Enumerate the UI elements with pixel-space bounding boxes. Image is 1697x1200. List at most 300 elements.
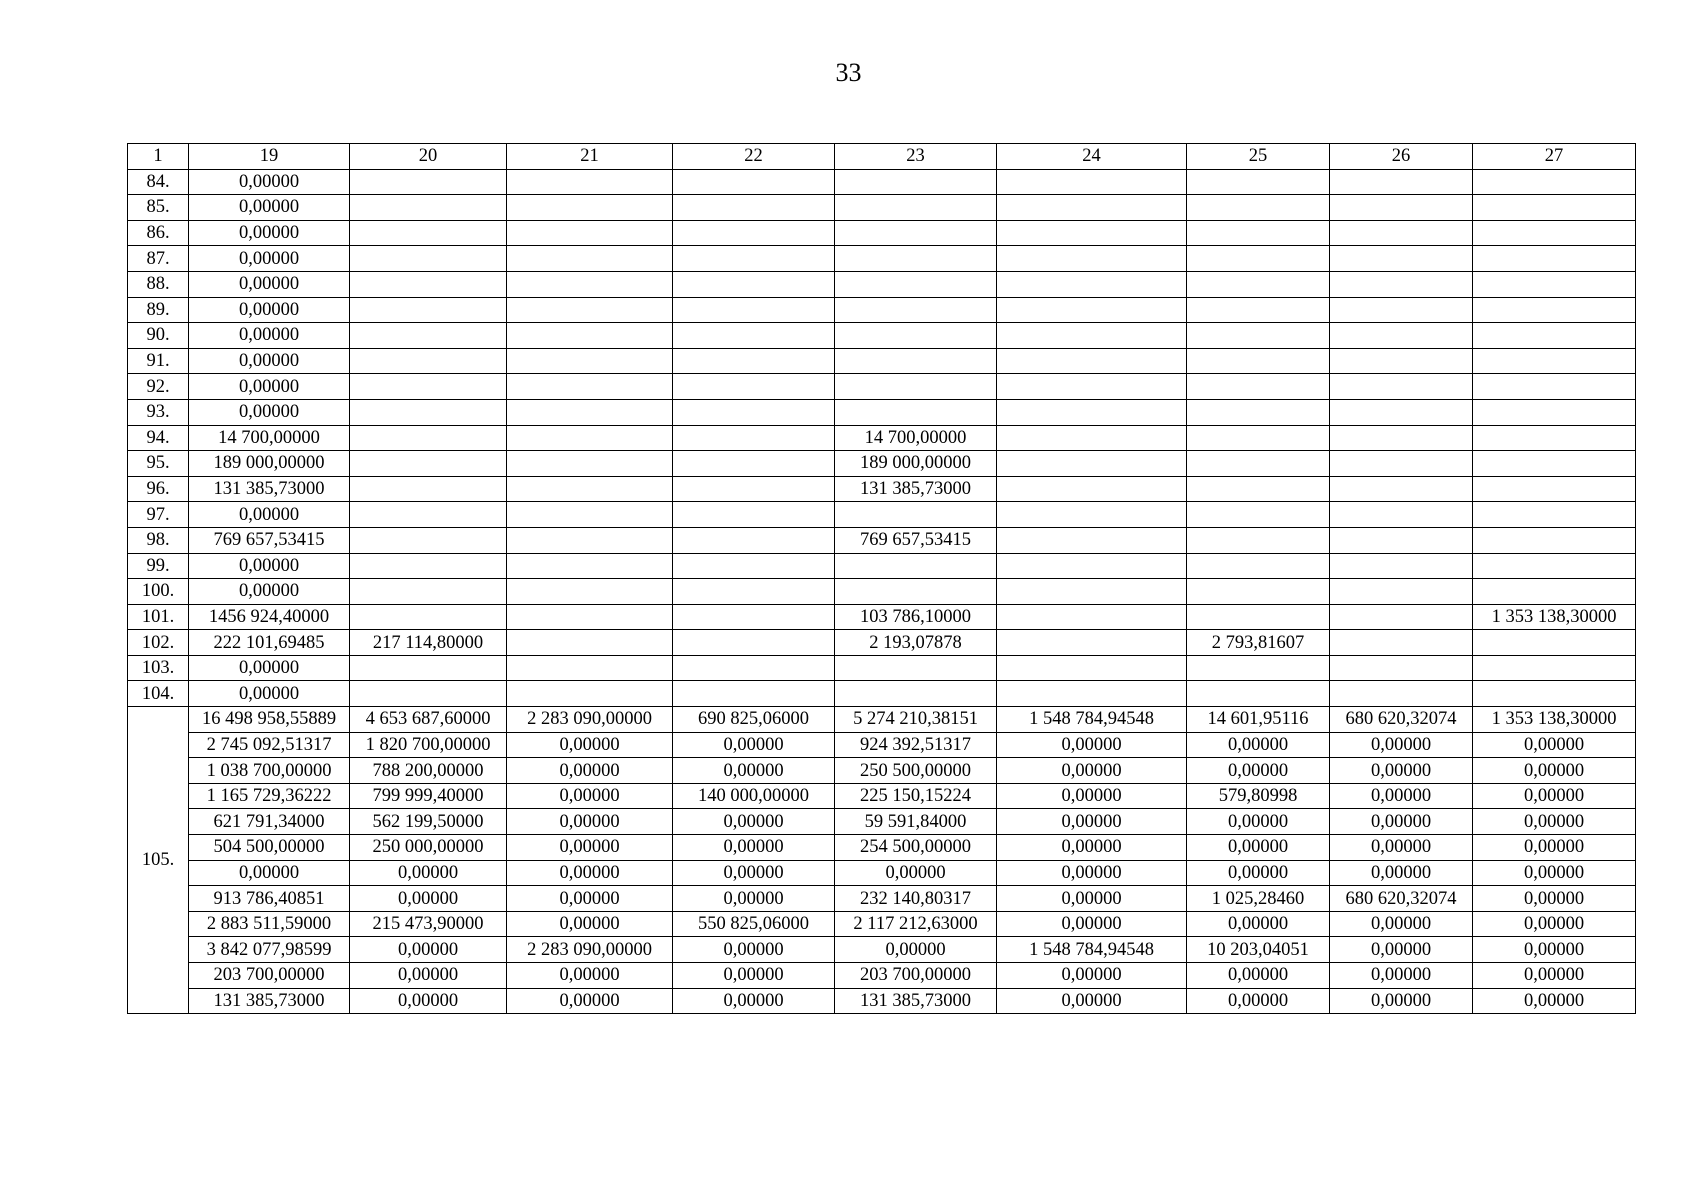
table-cell bbox=[997, 476, 1187, 502]
table-cell: 2 745 092,51317 bbox=[189, 732, 350, 758]
table-cell bbox=[350, 271, 507, 297]
table-cell bbox=[350, 425, 507, 451]
table-cell bbox=[350, 348, 507, 374]
table-row bbox=[128, 553, 1636, 579]
table-cell: 0,00000 bbox=[1473, 758, 1636, 784]
table-cell bbox=[1330, 271, 1473, 297]
table-row bbox=[128, 220, 1636, 246]
table-cell bbox=[673, 476, 835, 502]
column-header: 27 bbox=[1473, 144, 1636, 170]
table-cell bbox=[673, 220, 835, 246]
table-cell bbox=[1330, 323, 1473, 349]
table-cell: 225 150,15224 bbox=[835, 783, 997, 809]
table-cell bbox=[507, 323, 673, 349]
column-header: 26 bbox=[1330, 144, 1473, 170]
table-cell bbox=[350, 195, 507, 221]
table-cell bbox=[1330, 399, 1473, 425]
table-cell bbox=[673, 271, 835, 297]
table-cell bbox=[1473, 323, 1636, 349]
table-cell bbox=[1330, 169, 1473, 195]
table-cell bbox=[673, 655, 835, 681]
table-cell: 0,00000 bbox=[1330, 937, 1473, 963]
table-cell bbox=[1473, 630, 1636, 656]
table-cell bbox=[1473, 374, 1636, 400]
table-cell: 254 500,00000 bbox=[835, 835, 997, 861]
row-number: 91. bbox=[128, 348, 189, 374]
table-cell: 0,00000 bbox=[1187, 963, 1330, 989]
row-number: 88. bbox=[128, 271, 189, 297]
table-cell: 0,00000 bbox=[350, 988, 507, 1014]
table-row bbox=[128, 502, 1636, 528]
table-row bbox=[128, 911, 1636, 937]
table-row bbox=[128, 886, 1636, 912]
table-cell bbox=[1330, 502, 1473, 528]
table-cell: 10 203,04051 bbox=[1187, 937, 1330, 963]
table-cell bbox=[350, 169, 507, 195]
table-cell bbox=[835, 195, 997, 221]
table-cell bbox=[1330, 655, 1473, 681]
row-number: 87. bbox=[128, 246, 189, 272]
table-cell: 0,00000 bbox=[1473, 886, 1636, 912]
table-cell: 215 473,90000 bbox=[350, 911, 507, 937]
table-cell bbox=[1330, 220, 1473, 246]
table-cell bbox=[507, 374, 673, 400]
table-cell bbox=[1187, 220, 1330, 246]
table-cell: 0,00000 bbox=[1330, 732, 1473, 758]
table-row bbox=[128, 630, 1636, 656]
table-cell bbox=[350, 604, 507, 630]
row-number: 103. bbox=[128, 655, 189, 681]
table-cell: 203 700,00000 bbox=[189, 963, 350, 989]
table-cell bbox=[673, 451, 835, 477]
table-row bbox=[128, 246, 1636, 272]
table-cell: 0,00000 bbox=[673, 835, 835, 861]
table-cell bbox=[350, 399, 507, 425]
table-cell: 0,00000 bbox=[997, 988, 1187, 1014]
header-row bbox=[128, 144, 1636, 170]
table-cell: 799 999,40000 bbox=[350, 783, 507, 809]
table-cell: 0,00000 bbox=[189, 860, 350, 886]
table-cell bbox=[997, 195, 1187, 221]
table-cell bbox=[997, 655, 1187, 681]
table-cell: 2 793,81607 bbox=[1187, 630, 1330, 656]
table-cell: 0,00000 bbox=[835, 937, 997, 963]
table-cell bbox=[1187, 604, 1330, 630]
table-cell: 0,00000 bbox=[1330, 758, 1473, 784]
table-cell: 0,00000 bbox=[189, 297, 350, 323]
table-cell bbox=[1473, 195, 1636, 221]
row-number: 105. bbox=[128, 707, 189, 1014]
table-cell bbox=[997, 604, 1187, 630]
table-cell: 0,00000 bbox=[1473, 732, 1636, 758]
table-cell bbox=[350, 579, 507, 605]
table-cell: 0,00000 bbox=[997, 963, 1187, 989]
table-cell bbox=[350, 476, 507, 502]
table-cell bbox=[1187, 195, 1330, 221]
table-cell bbox=[835, 399, 997, 425]
table-row bbox=[128, 860, 1636, 886]
table-cell bbox=[835, 348, 997, 374]
table-cell: 0,00000 bbox=[673, 732, 835, 758]
table-cell: 14 601,95116 bbox=[1187, 707, 1330, 733]
row-number: 101. bbox=[128, 604, 189, 630]
row-number: 89. bbox=[128, 297, 189, 323]
table-cell bbox=[350, 451, 507, 477]
row-number: 85. bbox=[128, 195, 189, 221]
table-cell bbox=[1330, 348, 1473, 374]
table-cell: 2 117 212,63000 bbox=[835, 911, 997, 937]
table-cell: 0,00000 bbox=[189, 374, 350, 400]
table-cell: 0,00000 bbox=[507, 732, 673, 758]
table-cell bbox=[673, 630, 835, 656]
table-cell bbox=[997, 220, 1187, 246]
table-cell bbox=[1330, 195, 1473, 221]
table-cell: 0,00000 bbox=[1330, 783, 1473, 809]
table-row bbox=[128, 399, 1636, 425]
table-cell bbox=[350, 527, 507, 553]
table-cell bbox=[507, 246, 673, 272]
table-cell bbox=[835, 246, 997, 272]
table-cell: 0,00000 bbox=[1473, 988, 1636, 1014]
table-cell: 0,00000 bbox=[189, 553, 350, 579]
table-row bbox=[128, 783, 1636, 809]
table-cell: 0,00000 bbox=[1330, 809, 1473, 835]
row-number: 84. bbox=[128, 169, 189, 195]
table-cell: 1 038 700,00000 bbox=[189, 758, 350, 784]
table-cell bbox=[1187, 425, 1330, 451]
table-row bbox=[128, 604, 1636, 630]
table-cell: 0,00000 bbox=[189, 579, 350, 605]
row-number: 86. bbox=[128, 220, 189, 246]
table-cell: 0,00000 bbox=[1187, 911, 1330, 937]
table-cell bbox=[835, 169, 997, 195]
row-number: 90. bbox=[128, 323, 189, 349]
table-cell bbox=[350, 681, 507, 707]
table-cell bbox=[997, 681, 1187, 707]
table-cell bbox=[673, 169, 835, 195]
table-cell: 250 000,00000 bbox=[350, 835, 507, 861]
row-number: 97. bbox=[128, 502, 189, 528]
table-cell: 0,00000 bbox=[1330, 963, 1473, 989]
table-cell: 0,00000 bbox=[189, 195, 350, 221]
table-cell: 140 000,00000 bbox=[673, 783, 835, 809]
table-cell bbox=[1473, 451, 1636, 477]
table-cell: 579,80998 bbox=[1187, 783, 1330, 809]
table-cell bbox=[350, 655, 507, 681]
table-cell bbox=[997, 630, 1187, 656]
table-cell: 0,00000 bbox=[673, 963, 835, 989]
column-header: 24 bbox=[997, 144, 1187, 170]
table-cell: 103 786,10000 bbox=[835, 604, 997, 630]
table-cell: 621 791,34000 bbox=[189, 809, 350, 835]
table-cell: 924 392,51317 bbox=[835, 732, 997, 758]
table-cell: 1 548 784,94548 bbox=[997, 707, 1187, 733]
table-cell: 0,00000 bbox=[350, 963, 507, 989]
table-cell: 0,00000 bbox=[673, 860, 835, 886]
table-row bbox=[128, 425, 1636, 451]
table-row bbox=[128, 758, 1636, 784]
table-row bbox=[128, 579, 1636, 605]
table-cell bbox=[1187, 527, 1330, 553]
table-cell bbox=[1330, 604, 1473, 630]
table-cell bbox=[1473, 502, 1636, 528]
table-cell bbox=[1187, 169, 1330, 195]
table-cell: 0,00000 bbox=[350, 886, 507, 912]
table-cell bbox=[997, 246, 1187, 272]
table-cell bbox=[1330, 451, 1473, 477]
table-cell: 0,00000 bbox=[507, 886, 673, 912]
table-cell bbox=[1473, 220, 1636, 246]
table-cell: 250 500,00000 bbox=[835, 758, 997, 784]
table-cell: 0,00000 bbox=[189, 323, 350, 349]
table-cell bbox=[1330, 681, 1473, 707]
table-cell: 690 825,06000 bbox=[673, 707, 835, 733]
table-cell bbox=[1473, 399, 1636, 425]
table-cell bbox=[507, 527, 673, 553]
table-cell bbox=[673, 502, 835, 528]
table-cell: 222 101,69485 bbox=[189, 630, 350, 656]
table-cell: 0,00000 bbox=[997, 758, 1187, 784]
table-cell bbox=[507, 476, 673, 502]
table-row bbox=[128, 271, 1636, 297]
table-cell bbox=[1187, 655, 1330, 681]
table-cell: 59 591,84000 bbox=[835, 809, 997, 835]
table-cell: 0,00000 bbox=[1187, 860, 1330, 886]
table-row bbox=[128, 169, 1636, 195]
table-cell bbox=[507, 604, 673, 630]
table-cell: 0,00000 bbox=[507, 911, 673, 937]
table-cell bbox=[350, 553, 507, 579]
table-cell: 0,00000 bbox=[507, 835, 673, 861]
table-cell bbox=[673, 527, 835, 553]
table-cell: 0,00000 bbox=[189, 169, 350, 195]
table-cell bbox=[507, 502, 673, 528]
table-cell: 0,00000 bbox=[1473, 860, 1636, 886]
table-cell bbox=[1187, 246, 1330, 272]
table-row bbox=[128, 809, 1636, 835]
table-cell: 16 498 958,55889 bbox=[189, 707, 350, 733]
table-cell: 0,00000 bbox=[350, 860, 507, 886]
table-row bbox=[128, 835, 1636, 861]
table-cell: 0,00000 bbox=[1473, 835, 1636, 861]
table-cell bbox=[507, 425, 673, 451]
table-cell: 0,00000 bbox=[673, 758, 835, 784]
table-cell bbox=[835, 220, 997, 246]
table-cell bbox=[835, 502, 997, 528]
table-row bbox=[128, 732, 1636, 758]
table-cell bbox=[835, 655, 997, 681]
table-cell bbox=[1330, 630, 1473, 656]
table-cell: 203 700,00000 bbox=[835, 963, 997, 989]
table-cell: 0,00000 bbox=[673, 886, 835, 912]
table-cell: 562 199,50000 bbox=[350, 809, 507, 835]
table-cell: 1 353 138,30000 bbox=[1473, 604, 1636, 630]
table-cell bbox=[997, 399, 1187, 425]
table-cell: 0,00000 bbox=[1473, 911, 1636, 937]
table-cell: 131 385,73000 bbox=[835, 988, 997, 1014]
table-cell: 189 000,00000 bbox=[835, 451, 997, 477]
table-cell bbox=[1330, 425, 1473, 451]
row-number: 100. bbox=[128, 579, 189, 605]
table-cell bbox=[1330, 527, 1473, 553]
table-cell: 131 385,73000 bbox=[189, 988, 350, 1014]
table-cell bbox=[507, 681, 673, 707]
table-cell: 0,00000 bbox=[507, 783, 673, 809]
column-header: 23 bbox=[835, 144, 997, 170]
table-cell: 0,00000 bbox=[997, 860, 1187, 886]
table-row bbox=[128, 374, 1636, 400]
row-number: 95. bbox=[128, 451, 189, 477]
row-number: 99. bbox=[128, 553, 189, 579]
table-cell bbox=[1473, 271, 1636, 297]
table-cell bbox=[507, 451, 673, 477]
table-cell: 0,00000 bbox=[507, 988, 673, 1014]
table-cell: 0,00000 bbox=[1330, 988, 1473, 1014]
column-header: 19 bbox=[189, 144, 350, 170]
table-cell: 1 165 729,36222 bbox=[189, 783, 350, 809]
table-cell bbox=[507, 553, 673, 579]
column-header: 25 bbox=[1187, 144, 1330, 170]
table-cell bbox=[997, 502, 1187, 528]
table-cell bbox=[1187, 271, 1330, 297]
table-cell bbox=[997, 553, 1187, 579]
column-header: 22 bbox=[673, 144, 835, 170]
table-cell: 0,00000 bbox=[189, 655, 350, 681]
table-cell: 0,00000 bbox=[1330, 860, 1473, 886]
table-cell: 0,00000 bbox=[189, 246, 350, 272]
table-cell: 0,00000 bbox=[1473, 963, 1636, 989]
table-cell bbox=[673, 348, 835, 374]
table-cell bbox=[835, 323, 997, 349]
table-cell bbox=[997, 348, 1187, 374]
table-cell bbox=[673, 399, 835, 425]
table-cell: 5 274 210,38151 bbox=[835, 707, 997, 733]
table-cell bbox=[1473, 476, 1636, 502]
table-row bbox=[128, 655, 1636, 681]
table-row bbox=[128, 937, 1636, 963]
column-header: 20 bbox=[350, 144, 507, 170]
table-cell bbox=[507, 169, 673, 195]
table-cell: 1 820 700,00000 bbox=[350, 732, 507, 758]
table-cell: 0,00000 bbox=[1473, 809, 1636, 835]
table-cell bbox=[997, 297, 1187, 323]
table-cell bbox=[350, 220, 507, 246]
table-cell bbox=[997, 169, 1187, 195]
table-cell: 0,00000 bbox=[189, 348, 350, 374]
table-cell bbox=[673, 195, 835, 221]
table-cell: 0,00000 bbox=[350, 937, 507, 963]
table-cell: 0,00000 bbox=[189, 271, 350, 297]
data-table bbox=[127, 143, 1636, 1014]
table-cell bbox=[997, 374, 1187, 400]
table-cell bbox=[673, 604, 835, 630]
table-cell: 0,00000 bbox=[1187, 835, 1330, 861]
table-cell bbox=[507, 630, 673, 656]
table-cell: 2 283 090,00000 bbox=[507, 707, 673, 733]
table-cell bbox=[997, 451, 1187, 477]
table-cell: 0,00000 bbox=[673, 809, 835, 835]
table-cell bbox=[1473, 681, 1636, 707]
table-cell bbox=[673, 553, 835, 579]
table-cell bbox=[1187, 502, 1330, 528]
table-row bbox=[128, 681, 1636, 707]
table-cell: 189 000,00000 bbox=[189, 451, 350, 477]
table-cell bbox=[507, 220, 673, 246]
table-cell: 0,00000 bbox=[997, 886, 1187, 912]
table-cell: 2 283 090,00000 bbox=[507, 937, 673, 963]
table-cell: 769 657,53415 bbox=[189, 527, 350, 553]
table-cell bbox=[1330, 374, 1473, 400]
table-cell: 0,00000 bbox=[507, 963, 673, 989]
table-cell: 0,00000 bbox=[189, 681, 350, 707]
table-cell: 0,00000 bbox=[507, 758, 673, 784]
table-cell: 0,00000 bbox=[189, 399, 350, 425]
table-cell bbox=[997, 527, 1187, 553]
row-number: 94. bbox=[128, 425, 189, 451]
table-cell: 14 700,00000 bbox=[189, 425, 350, 451]
table-cell: 0,00000 bbox=[673, 988, 835, 1014]
row-number: 96. bbox=[128, 476, 189, 502]
table-cell: 0,00000 bbox=[1473, 783, 1636, 809]
table-cell: 0,00000 bbox=[1187, 732, 1330, 758]
table-cell: 0,00000 bbox=[507, 860, 673, 886]
table-cell: 913 786,40851 bbox=[189, 886, 350, 912]
row-number: 104. bbox=[128, 681, 189, 707]
table-cell bbox=[835, 553, 997, 579]
table-cell bbox=[507, 348, 673, 374]
table-cell bbox=[507, 655, 673, 681]
table-cell bbox=[1187, 399, 1330, 425]
table-cell: 680 620,32074 bbox=[1330, 886, 1473, 912]
table-cell bbox=[1187, 297, 1330, 323]
table-row bbox=[128, 988, 1636, 1014]
table-cell bbox=[1187, 681, 1330, 707]
table-cell: 217 114,80000 bbox=[350, 630, 507, 656]
table-row bbox=[128, 707, 1636, 733]
table-cell bbox=[1330, 553, 1473, 579]
table-cell: 3 842 077,98599 bbox=[189, 937, 350, 963]
table-cell: 2 193,07878 bbox=[835, 630, 997, 656]
table-cell: 0,00000 bbox=[189, 220, 350, 246]
table-cell bbox=[1187, 374, 1330, 400]
table-cell: 0,00000 bbox=[997, 835, 1187, 861]
table-cell: 0,00000 bbox=[1187, 758, 1330, 784]
table-cell bbox=[997, 579, 1187, 605]
table-cell: 1 548 784,94548 bbox=[997, 937, 1187, 963]
table-cell: 0,00000 bbox=[673, 937, 835, 963]
table-cell bbox=[673, 579, 835, 605]
table-cell bbox=[835, 297, 997, 323]
table-cell bbox=[1473, 297, 1636, 323]
table-cell: 769 657,53415 bbox=[835, 527, 997, 553]
table-cell bbox=[1330, 476, 1473, 502]
column-header: 21 bbox=[507, 144, 673, 170]
table-row bbox=[128, 323, 1636, 349]
table-cell bbox=[997, 425, 1187, 451]
table-cell bbox=[507, 297, 673, 323]
table-cell: 0,00000 bbox=[1187, 809, 1330, 835]
table-cell bbox=[350, 374, 507, 400]
table-cell: 0,00000 bbox=[997, 911, 1187, 937]
table-cell: 0,00000 bbox=[1330, 835, 1473, 861]
table-cell bbox=[1473, 425, 1636, 451]
table-row bbox=[128, 348, 1636, 374]
table-cell bbox=[1187, 476, 1330, 502]
table-cell bbox=[1187, 553, 1330, 579]
page-number: 33 bbox=[835, 58, 862, 87]
table-cell bbox=[835, 579, 997, 605]
table-cell bbox=[350, 323, 507, 349]
